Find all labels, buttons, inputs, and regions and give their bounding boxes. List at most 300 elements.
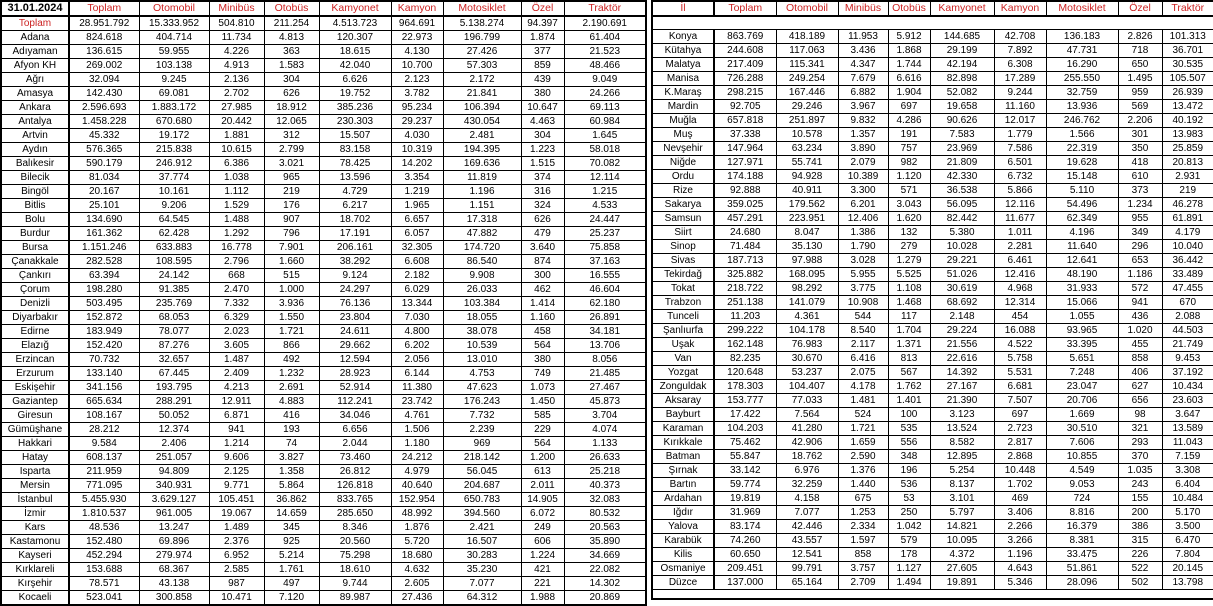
column-header: Minibüs xyxy=(209,1,264,16)
table-row xyxy=(652,100,1213,114)
value-cell: 25.859 xyxy=(1162,142,1213,156)
value-cell: 178 xyxy=(888,548,930,562)
value-cell: 2.605 xyxy=(391,577,443,591)
value-cell: 4.913 xyxy=(209,59,264,73)
value-cell: 29.662 xyxy=(319,339,391,353)
table-row xyxy=(652,156,1213,170)
value-cell: 11.734 xyxy=(209,31,264,45)
value-cell: 90.626 xyxy=(930,114,994,128)
value-cell: 5.170 xyxy=(1162,506,1213,520)
province-label: Malatya xyxy=(652,58,714,72)
province-label: Bursa xyxy=(1,241,69,255)
value-cell: 26.033 xyxy=(443,283,521,297)
value-cell: 1.515 xyxy=(521,157,564,171)
value-cell: 1.055 xyxy=(1046,310,1118,324)
province-label: Niğde xyxy=(652,156,714,170)
value-cell: 28.212 xyxy=(69,423,139,437)
value-cell: 95.234 xyxy=(391,101,443,115)
value-cell: 23.742 xyxy=(391,395,443,409)
value-cell: 27.985 xyxy=(209,101,264,115)
province-label: Erzurum xyxy=(1,367,69,381)
column-header: Kamyon xyxy=(994,1,1046,16)
value-cell: 7.159 xyxy=(1162,450,1213,464)
value-cell: 436 xyxy=(1118,310,1162,324)
value-cell: 863.769 xyxy=(714,30,776,44)
province-label: Adana xyxy=(1,31,69,45)
value-cell: 1.659 xyxy=(838,436,888,450)
value-cell: 757 xyxy=(888,142,930,156)
value-cell: 100 xyxy=(888,408,930,422)
value-cell: 12.017 xyxy=(994,114,1046,128)
value-cell: 14.302 xyxy=(564,577,646,591)
province-label: Kırklareli xyxy=(1,563,69,577)
value-cell: 469 xyxy=(994,492,1046,506)
value-cell: 8.047 xyxy=(776,226,838,240)
value-cell: 126.818 xyxy=(319,479,391,493)
value-cell: 132 xyxy=(888,226,930,240)
value-cell: 5.380 xyxy=(930,226,994,240)
province-label: Sinop xyxy=(652,240,714,254)
value-cell: 206.161 xyxy=(319,241,391,255)
value-cell: 12.416 xyxy=(994,268,1046,282)
table-row xyxy=(1,563,646,577)
table-row xyxy=(1,381,646,395)
value-cell: 4.286 xyxy=(888,114,930,128)
table-row xyxy=(1,493,646,507)
value-cell: 9.908 xyxy=(443,269,521,283)
value-cell: 246.912 xyxy=(139,157,209,171)
value-cell: 193 xyxy=(264,423,319,437)
value-cell: 14.905 xyxy=(521,493,564,507)
value-cell: 33.475 xyxy=(1046,548,1118,562)
province-label: Çanakkale xyxy=(1,255,69,269)
value-cell: 3.605 xyxy=(209,339,264,353)
province-label: Denizli xyxy=(1,297,69,311)
value-cell: 68.692 xyxy=(930,296,994,310)
value-cell: 27.167 xyxy=(930,380,994,394)
value-cell: 2.044 xyxy=(319,437,391,451)
value-cell: 5.864 xyxy=(264,479,319,493)
value-cell: 2.796 xyxy=(209,255,264,269)
value-cell: 68.367 xyxy=(139,563,209,577)
value-cell: 161.362 xyxy=(69,227,139,241)
value-cell: 34.181 xyxy=(564,325,646,339)
value-cell: 47.455 xyxy=(1162,282,1213,296)
value-cell: 38.078 xyxy=(443,325,521,339)
value-cell: 152.420 xyxy=(69,339,139,353)
value-cell: 6.461 xyxy=(994,254,1046,268)
value-cell: 183.949 xyxy=(69,325,139,339)
value-cell: 20.563 xyxy=(564,521,646,535)
table-row xyxy=(1,325,646,339)
value-cell: 169.636 xyxy=(443,157,521,171)
column-header: Otomobil xyxy=(776,1,838,16)
table-row xyxy=(1,101,646,115)
value-cell: 55.847 xyxy=(714,450,776,464)
province-label: Elazığ xyxy=(1,339,69,353)
value-cell: 19.628 xyxy=(1046,156,1118,170)
value-cell: 16.088 xyxy=(994,324,1046,338)
province-label: Afyon KH xyxy=(1,59,69,73)
value-cell: 10.389 xyxy=(838,170,888,184)
value-cell: 174.188 xyxy=(714,170,776,184)
table-row xyxy=(652,548,1213,562)
value-cell: 2.266 xyxy=(994,520,1046,534)
province-label: Adıyaman xyxy=(1,45,69,59)
value-cell: 11.819 xyxy=(443,171,521,185)
value-cell: 35.890 xyxy=(564,535,646,549)
value-cell: 18.702 xyxy=(319,213,391,227)
value-cell: 32.083 xyxy=(564,493,646,507)
value-cell: 80.532 xyxy=(564,507,646,521)
value-cell: 2.421 xyxy=(443,521,521,535)
value-cell: 1.214 xyxy=(209,437,264,451)
value-cell: 1.357 xyxy=(838,128,888,142)
total-cell: 2.190.691 xyxy=(564,16,646,31)
value-cell: 62.349 xyxy=(1046,212,1118,226)
value-cell: 656 xyxy=(1118,394,1162,408)
value-cell: 12.406 xyxy=(838,212,888,226)
province-label: Tekirdağ xyxy=(652,268,714,282)
value-cell: 859 xyxy=(521,59,564,73)
value-cell: 1.529 xyxy=(209,199,264,213)
value-cell: 502 xyxy=(1118,576,1162,590)
value-cell: 26.633 xyxy=(564,451,646,465)
value-cell: 13.798 xyxy=(1162,576,1213,590)
value-cell: 4.729 xyxy=(319,185,391,199)
column-header: Kamyonet xyxy=(930,1,994,16)
value-cell: 6.626 xyxy=(319,73,391,87)
province-label: Balıkesir xyxy=(1,157,69,171)
value-cell: 196.799 xyxy=(443,31,521,45)
value-cell: 2.117 xyxy=(838,338,888,352)
value-cell: 23.047 xyxy=(1046,380,1118,394)
value-cell: 665.634 xyxy=(69,395,139,409)
value-cell: 585 xyxy=(521,409,564,423)
value-cell: 117 xyxy=(888,310,930,324)
value-cell: 749 xyxy=(521,367,564,381)
table-row xyxy=(1,339,646,353)
value-cell: 24.447 xyxy=(564,213,646,227)
value-cell: 26.891 xyxy=(564,311,646,325)
value-cell: 10.319 xyxy=(391,143,443,157)
value-cell: 9.053 xyxy=(1046,478,1118,492)
value-cell: 6.616 xyxy=(888,72,930,86)
value-cell: 33.395 xyxy=(1046,338,1118,352)
value-cell: 2.868 xyxy=(994,450,1046,464)
value-cell: 22.082 xyxy=(564,563,646,577)
value-cell: 75.858 xyxy=(564,241,646,255)
value-cell: 349 xyxy=(1118,226,1162,240)
value-cell: 13.983 xyxy=(1162,128,1213,142)
value-cell: 42.330 xyxy=(930,170,994,184)
value-cell: 6.202 xyxy=(391,339,443,353)
header-row xyxy=(652,1,1213,16)
value-cell: 1.215 xyxy=(564,185,646,199)
value-cell: 4.463 xyxy=(521,115,564,129)
value-cell: 2.470 xyxy=(209,283,264,297)
value-cell: 668 xyxy=(209,269,264,283)
value-cell: 1.597 xyxy=(838,534,888,548)
value-cell: 134.690 xyxy=(69,213,139,227)
filler-row xyxy=(652,590,1213,600)
table-row xyxy=(652,478,1213,492)
value-cell: 78.077 xyxy=(139,325,209,339)
value-cell: 1.762 xyxy=(888,380,930,394)
column-header: Motosiklet xyxy=(443,1,521,16)
value-cell: 1.702 xyxy=(994,478,1046,492)
table-row xyxy=(652,86,1213,100)
table-row xyxy=(1,577,646,591)
value-cell: 4.226 xyxy=(209,45,264,59)
value-cell: 8.346 xyxy=(319,521,391,535)
value-cell: 6.952 xyxy=(209,549,264,563)
value-cell: 152.872 xyxy=(69,311,139,325)
value-cell: 724 xyxy=(1046,492,1118,506)
value-cell: 10.855 xyxy=(1046,450,1118,464)
value-cell: 94.809 xyxy=(139,465,209,479)
value-cell: 8.056 xyxy=(564,353,646,367)
table-row xyxy=(652,142,1213,156)
value-cell: 10.484 xyxy=(1162,492,1213,506)
value-cell: 2.799 xyxy=(264,143,319,157)
value-cell: 87.276 xyxy=(139,339,209,353)
value-cell: 1.151 xyxy=(443,199,521,213)
value-cell: 3.101 xyxy=(930,492,994,506)
value-cell: 144.685 xyxy=(930,30,994,44)
value-cell: 2.376 xyxy=(209,535,264,549)
table-row xyxy=(652,394,1213,408)
total-cell: 28.951.792 xyxy=(69,16,139,31)
column-header: Özel xyxy=(1118,1,1162,16)
province-label: Bartın xyxy=(652,478,714,492)
value-cell: 304 xyxy=(521,129,564,143)
value-cell: 46.604 xyxy=(564,283,646,297)
value-cell: 14.821 xyxy=(930,520,994,534)
province-label: Yozgat xyxy=(652,366,714,380)
value-cell: 40.640 xyxy=(391,479,443,493)
value-cell: 458 xyxy=(521,325,564,339)
value-cell: 47.731 xyxy=(1046,44,1118,58)
value-cell: 209.451 xyxy=(714,562,776,576)
value-cell: 1.874 xyxy=(521,31,564,45)
value-cell: 324 xyxy=(521,199,564,213)
province-label: Trabzon xyxy=(652,296,714,310)
value-cell: 982 xyxy=(888,156,930,170)
value-cell: 299.222 xyxy=(714,324,776,338)
province-label: Aksaray xyxy=(652,394,714,408)
table-row xyxy=(1,423,646,437)
province-label: Aydın xyxy=(1,143,69,157)
value-cell: 7.901 xyxy=(264,241,319,255)
value-cell: 37.163 xyxy=(564,255,646,269)
total-row xyxy=(1,16,646,31)
value-cell: 24.297 xyxy=(319,283,391,297)
province-label: Iğdır xyxy=(652,506,714,520)
value-cell: 11.640 xyxy=(1046,240,1118,254)
value-cell: 3.500 xyxy=(1162,520,1213,534)
value-cell: 6.404 xyxy=(1162,478,1213,492)
value-cell: 1.232 xyxy=(264,367,319,381)
value-cell: 5.955 xyxy=(838,268,888,282)
value-cell: 13.010 xyxy=(443,353,521,367)
value-cell: 11.380 xyxy=(391,381,443,395)
value-cell: 15.066 xyxy=(1046,296,1118,310)
value-cell: 4.130 xyxy=(391,45,443,59)
value-cell: 9.049 xyxy=(564,73,646,87)
value-cell: 108.167 xyxy=(69,409,139,423)
value-cell: 515 xyxy=(264,269,319,283)
value-cell: 136.615 xyxy=(69,45,139,59)
value-cell: 223.951 xyxy=(776,212,838,226)
value-cell: 1.112 xyxy=(209,185,264,199)
column-header: Minibüs xyxy=(838,1,888,16)
value-cell: 36.442 xyxy=(1162,254,1213,268)
table-row xyxy=(652,128,1213,142)
value-cell: 21.841 xyxy=(443,87,521,101)
value-cell: 14.202 xyxy=(391,157,443,171)
value-cell: 16.778 xyxy=(209,241,264,255)
value-cell: 4.361 xyxy=(776,310,838,324)
value-cell: 30.619 xyxy=(930,282,994,296)
value-cell: 874 xyxy=(521,255,564,269)
value-cell: 4.632 xyxy=(391,563,443,577)
value-cell: 191 xyxy=(888,128,930,142)
table-row xyxy=(1,367,646,381)
value-cell: 4.761 xyxy=(391,409,443,423)
value-cell: 1.414 xyxy=(521,297,564,311)
value-cell: 94.928 xyxy=(776,170,838,184)
value-cell: 5.720 xyxy=(391,535,443,549)
value-cell: 29.224 xyxy=(930,324,994,338)
value-cell: 141.079 xyxy=(776,296,838,310)
value-cell: 12.314 xyxy=(994,296,1046,310)
value-cell: 564 xyxy=(521,339,564,353)
value-cell: 218.142 xyxy=(443,451,521,465)
value-cell: 42.906 xyxy=(776,436,838,450)
value-cell: 3.704 xyxy=(564,409,646,423)
table-row xyxy=(652,44,1213,58)
value-cell: 4.158 xyxy=(776,492,838,506)
value-cell: 1.196 xyxy=(994,548,1046,562)
value-cell: 567 xyxy=(888,366,930,380)
value-cell: 92.705 xyxy=(714,100,776,114)
value-cell: 3.354 xyxy=(391,171,443,185)
value-cell: 250 xyxy=(888,506,930,520)
value-cell: 30.535 xyxy=(1162,58,1213,72)
table-row xyxy=(652,184,1213,198)
value-cell: 9.244 xyxy=(994,86,1046,100)
value-cell: 6.976 xyxy=(776,464,838,478)
value-cell: 20.869 xyxy=(564,591,646,606)
value-cell: 70.082 xyxy=(564,157,646,171)
blank-row xyxy=(652,16,1213,30)
value-cell: 19.067 xyxy=(209,507,264,521)
value-cell: 32.759 xyxy=(1046,86,1118,100)
value-cell: 697 xyxy=(994,408,1046,422)
value-cell: 137.000 xyxy=(714,576,776,590)
value-cell: 2.182 xyxy=(391,269,443,283)
value-cell: 370 xyxy=(1118,450,1162,464)
value-cell: 544 xyxy=(838,310,888,324)
value-cell: 25.218 xyxy=(564,465,646,479)
value-cell: 42.708 xyxy=(994,30,1046,44)
value-cell: 22.616 xyxy=(930,352,994,366)
value-cell: 12.114 xyxy=(564,171,646,185)
value-cell: 1.219 xyxy=(391,185,443,199)
value-cell: 10.647 xyxy=(521,101,564,115)
value-cell: 965 xyxy=(264,171,319,185)
value-cell: 5.455.930 xyxy=(69,493,139,507)
value-cell: 1.186 xyxy=(1118,268,1162,282)
total-row-label: Toplam xyxy=(1,16,69,31)
value-cell: 21.749 xyxy=(1162,338,1213,352)
value-cell: 452.294 xyxy=(69,549,139,563)
value-cell: 174.720 xyxy=(443,241,521,255)
value-cell: 4.196 xyxy=(1046,226,1118,240)
value-cell: 1.965 xyxy=(391,199,443,213)
value-cell: 2.691 xyxy=(264,381,319,395)
value-cell: 1.035 xyxy=(1118,464,1162,478)
value-cell: 9.124 xyxy=(319,269,391,283)
value-cell: 198.280 xyxy=(69,283,139,297)
value-cell: 17.422 xyxy=(714,408,776,422)
value-cell: 941 xyxy=(209,423,264,437)
value-cell: 50.052 xyxy=(139,409,209,423)
value-cell: 57.303 xyxy=(443,59,521,73)
value-cell: 28.096 xyxy=(1046,576,1118,590)
value-cell: 325.882 xyxy=(714,268,776,282)
value-cell: 650.783 xyxy=(443,493,521,507)
province-label: Düzce xyxy=(652,576,714,590)
value-cell: 176 xyxy=(264,199,319,213)
province-label: Bilecik xyxy=(1,171,69,185)
value-cell: 4.813 xyxy=(264,31,319,45)
value-cell: 11.677 xyxy=(994,212,1046,226)
value-cell: 42.040 xyxy=(319,59,391,73)
value-cell: 633.883 xyxy=(139,241,209,255)
value-cell: 56.045 xyxy=(443,465,521,479)
value-cell: 93.965 xyxy=(1046,324,1118,338)
value-cell: 6.144 xyxy=(391,367,443,381)
value-cell: 1.669 xyxy=(1046,408,1118,422)
value-cell: 3.043 xyxy=(888,198,930,212)
value-cell: 75.298 xyxy=(319,549,391,563)
value-cell: 7.606 xyxy=(1046,436,1118,450)
value-cell: 14.392 xyxy=(930,366,994,380)
value-cell: 60.650 xyxy=(714,548,776,562)
province-label: Amasya xyxy=(1,87,69,101)
value-cell: 9.771 xyxy=(209,479,264,493)
value-cell: 670.680 xyxy=(139,115,209,129)
value-cell: 1.108 xyxy=(888,282,930,296)
province-label: Erzincan xyxy=(1,353,69,367)
province-label: Şırnak xyxy=(652,464,714,478)
value-cell: 670 xyxy=(1162,296,1213,310)
value-cell: 24.212 xyxy=(391,451,443,465)
value-cell: 7.077 xyxy=(443,577,521,591)
value-cell: 204.687 xyxy=(443,479,521,493)
value-cell: 32.259 xyxy=(776,478,838,492)
value-cell: 20.560 xyxy=(319,535,391,549)
value-cell: 152.954 xyxy=(391,493,443,507)
column-header: Kamyon xyxy=(391,1,443,16)
value-cell: 12.911 xyxy=(209,395,264,409)
value-cell: 969 xyxy=(443,437,521,451)
value-cell: 1.468 xyxy=(888,296,930,310)
table-row xyxy=(652,450,1213,464)
value-cell: 7.804 xyxy=(1162,548,1213,562)
